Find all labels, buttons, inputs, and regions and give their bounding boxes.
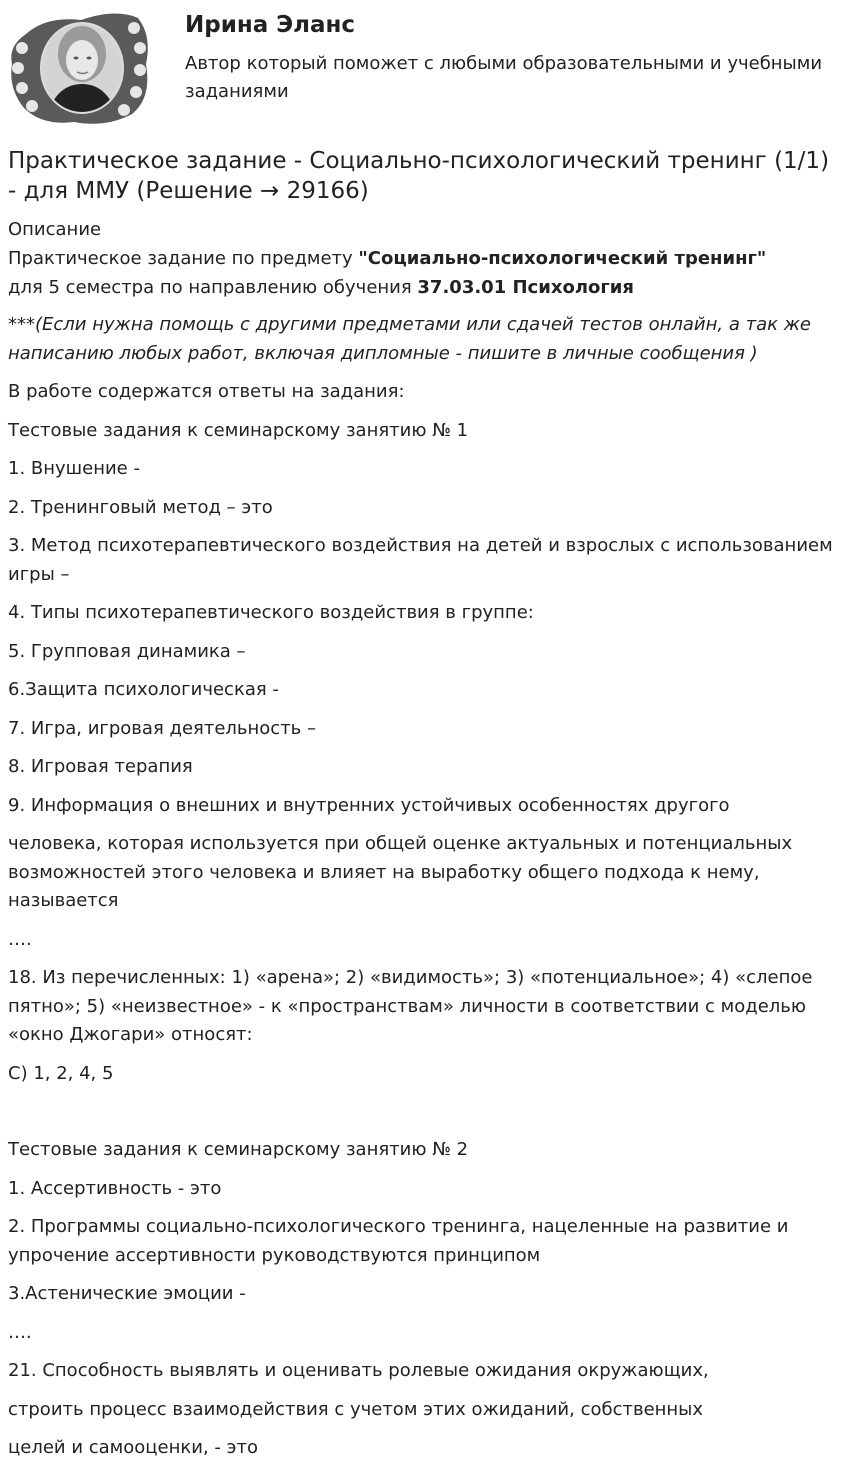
list-item: 1. Внушение - [8, 458, 140, 479]
help-note: ***(Если нужна помощь с другими предметами или сдачей тестов онлайн, а так же написанию любых работ, включая дипломные - пишите в личные сообщения ) [8, 314, 811, 364]
page-title: Практическое задание - Социально-психологический тренинг (1/1) - для ММУ (Решение → 29166) [8, 148, 830, 204]
subject-paragraph [8, 244, 840, 302]
list-item: 8. Игровая терапия [8, 756, 193, 777]
list-item: 18. Из перечисленных: 1) «арена»; 2) «видимость»; 3) «потенциальное»; 4) «слепое пятно»; 5) «неизвестное» - к «пространствам» личности в соответствии с моделью «окно Джогари» относят: [8, 967, 813, 1045]
author-header [0, 0, 847, 135]
main-content [8, 146, 840, 1463]
task-list [8, 378, 840, 1463]
list-item: 2. Программы социально-психологического тренинга, нацеленные на развитие и упрочение ассертивности руководствуются принципом [8, 1216, 789, 1266]
list-item: 5. Групповая динамика – [8, 640, 246, 662]
subject-middle: для 5 семестра по направлению обучения [8, 277, 418, 298]
description-label: Описание [8, 219, 102, 240]
answer: C) 1, 2, 4, 5 [8, 1062, 114, 1084]
list-item: 9. Информация о внешних и внутренних устойчивых особенностях другого [8, 794, 730, 816]
ellipsis: …. [8, 1321, 32, 1343]
list-item-continuation: целей и самооценки, - это [8, 1437, 258, 1458]
avatar-film-frame-icon [6, 6, 152, 128]
ellipsis: …. [8, 928, 32, 950]
list-item: 2. Тренинговый метод – это [8, 496, 273, 518]
avatar[interactable] [6, 6, 152, 128]
list-item: 3.Астенические эмоции - [8, 1283, 246, 1304]
section2-heading: Тестовые задания к семинарскому занятию № 2 [8, 1139, 469, 1160]
author-name[interactable]: Ирина Эланс [185, 12, 356, 38]
list-item: 3. Метод психотерапевтического воздействия на детей и взрослых с использованием игры – [8, 535, 833, 585]
subject-name: "Социально-психологический тренинг" [358, 248, 767, 269]
list-item: 21. Способность выявлять и оценивать ролевые ожидания окружающих, [8, 1360, 709, 1381]
author-description: Автор который поможет с любыми образовательными и учебными заданиями [185, 53, 823, 102]
subject-direction: 37.03.01 Психология [417, 277, 634, 298]
intro-text: В работе содержатся ответы на задания: [8, 381, 405, 402]
list-item: 4. Типы психотерапевтического воздействия в группе: [8, 602, 534, 623]
spacer [8, 1088, 840, 1126]
list-item-continuation: строить процесс взаимодействия с учетом этих ожиданий, собственных [8, 1398, 704, 1420]
subject-prefix: Практическое задание по предмету [8, 248, 359, 269]
list-item: 1. Ассертивность - это [8, 1177, 222, 1199]
list-item-continuation: человека, которая используется при общей оценке актуальных и потенциальных возможностей этого человека и влияет на выработку общего подхода к нему, называется [8, 833, 793, 911]
list-item: 7. Игра, игровая деятельность – [8, 717, 317, 739]
list-item: 6.Защита психологическая - [8, 679, 279, 700]
section1-heading: Тестовые задания к семинарскому занятию № 1 [8, 419, 469, 441]
